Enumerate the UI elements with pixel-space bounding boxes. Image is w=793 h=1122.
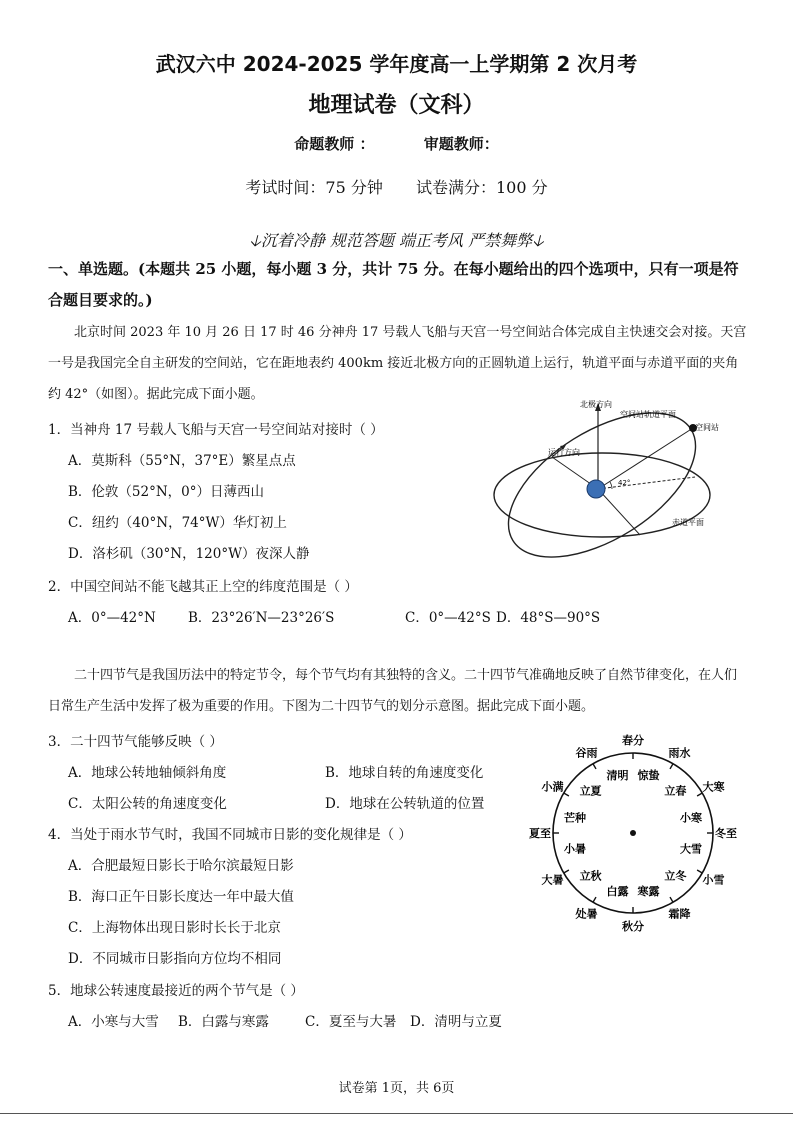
passage-2: 二十四节气是我国历法中的特定节令，每个节气均有其独特的含义。二十四节气准确地反映了自然节律变化，在人们日常生产生活中发挥了极为重要的作用。下图为二十四节气的划分示意图。据此完成下面小题。 bbox=[48, 668, 738, 714]
inner-term-label: 芒种 bbox=[564, 811, 587, 825]
inner-term-label: 白露 bbox=[606, 884, 629, 898]
q4-option-d: D．不同城市日影指向方位均不相同 bbox=[68, 951, 282, 967]
question-1: 1．当神舟 17 号载人飞船与天宫一号空间站对接时（ ） bbox=[48, 422, 384, 438]
q2-option-a: A．0°—42°N bbox=[68, 610, 156, 626]
outer-term-label: 春分 bbox=[622, 734, 644, 747]
term-tick bbox=[697, 793, 702, 796]
outer-term-label: 冬至 bbox=[715, 827, 737, 840]
angle-label: 42° bbox=[618, 479, 631, 487]
inner-term-label: 立夏 bbox=[579, 784, 602, 798]
term-tick bbox=[670, 897, 673, 902]
exam-title: 武汉六中 2024-2025 学年度高一上学期第 2 次月考 bbox=[155, 52, 638, 76]
q1-option-a: A．莫斯科（55°N，37°E）繁星点点 bbox=[68, 453, 296, 469]
q3-option-c: C．太阳公转的角速度变化 bbox=[68, 796, 227, 812]
q5-option-c: C．夏至与大暑 bbox=[305, 1014, 397, 1030]
question-3: 3．二十四节气能够反映（ ） bbox=[48, 734, 223, 750]
q3-option-a: A．地球公转地轴倾斜角度 bbox=[68, 765, 227, 781]
exam-info bbox=[0, 175, 793, 198]
q4-option-b: B．海口正午日影长度达一年中最大值 bbox=[68, 889, 294, 905]
inner-term-label: 大雪 bbox=[679, 842, 702, 856]
footer-rule bbox=[0, 1113, 793, 1114]
q1-option-d: D．洛杉矶（30°N，120°W）夜深人静 bbox=[68, 546, 310, 562]
station-label: 空间站 bbox=[695, 423, 719, 432]
outer-term-label: 霜降 bbox=[668, 907, 691, 921]
passage-1: 北京时间 2023 年 10 月 26 日 17 时 46 分神舟 17 号载人飞船与天宫一号空间站合体完成自主快速交会对接。天宫一号是我国完全自主研发的空间站，它在距地表约 400km 接近北极方向的正圆轨道上运行，轨道平面与赤道平面的夹角约 42°（如图）。据此完成下面小题。 bbox=[48, 325, 747, 402]
reviewer-label: 审题教师： bbox=[423, 135, 499, 153]
q2-option-c: C．0°—42°S bbox=[405, 610, 491, 626]
q4-option-c: C．上海物体出现日影时长长于北京 bbox=[68, 920, 281, 936]
outer-term-label: 谷雨 bbox=[575, 746, 598, 760]
question-5: 5．地球公转速度最接近的两个节气是（ ） bbox=[48, 983, 304, 999]
inner-term-label: 立秋 bbox=[579, 869, 602, 883]
q5-option-b: B．白露与寒露 bbox=[178, 1014, 269, 1030]
term-tick bbox=[697, 870, 702, 873]
exam-subtitle: 地理试卷（文科） bbox=[308, 93, 485, 118]
inner-term-label: 小寒 bbox=[679, 811, 702, 825]
outer-term-label: 大寒 bbox=[702, 780, 725, 794]
q1-option-c: C．纽约（40°N，74°W）华灯初上 bbox=[68, 515, 287, 531]
inner-term-label: 清明 bbox=[606, 769, 629, 783]
term-tick bbox=[593, 897, 596, 902]
orbit-figure bbox=[490, 395, 719, 565]
q3-option-d: D．地球在公转轨道的位置 bbox=[325, 796, 485, 812]
outer-term-label: 小满 bbox=[541, 780, 564, 794]
solar-terms-figure bbox=[529, 734, 740, 933]
earth-icon bbox=[587, 480, 605, 498]
outer-term-label: 夏至 bbox=[529, 827, 551, 840]
term-tick bbox=[564, 793, 569, 796]
down-arrow-icon: 🡣 bbox=[532, 231, 544, 250]
motto-text: 沉着冷静 规范答题 端正考风 严禁舞弊 bbox=[260, 231, 533, 250]
q4-option-a: A．合肥最短日影长于哈尔滨最短日影 bbox=[68, 858, 294, 874]
term-tick bbox=[670, 764, 673, 769]
question-4: 4．当处于雨水节气时，我国不同城市日影的变化规律是（ ） bbox=[48, 827, 412, 843]
q5-option-a: A．小寒与大雪 bbox=[68, 1014, 159, 1030]
section-heading: 一、单选题。(本题共 25 小题，每小题 3 分，共计 75 分。在每小题给出的四个选项中，只有一项是符合题目要求的。) bbox=[48, 260, 739, 309]
page-footer: 试卷第 1页，共 6页 bbox=[338, 1081, 455, 1096]
q2-option-d: D．48°S—90°S bbox=[496, 610, 601, 626]
q5-option-d: D．清明与立夏 bbox=[410, 1014, 502, 1030]
teacher-line bbox=[0, 133, 793, 154]
author-label: 命题教师 ： bbox=[294, 135, 375, 153]
outer-term-label: 雨水 bbox=[668, 746, 691, 760]
inner-term-label: 小暑 bbox=[564, 842, 587, 856]
equator-label: 赤道平面 bbox=[672, 518, 704, 527]
down-arrow-icon: 🡣 bbox=[249, 231, 261, 250]
motto bbox=[0, 228, 793, 257]
outer-term-label: 秋分 bbox=[622, 920, 644, 933]
orbit-plane-label: 空间站轨道平面 bbox=[620, 410, 676, 419]
term-tick bbox=[564, 870, 569, 873]
outer-term-label: 小雪 bbox=[702, 873, 725, 887]
exam-time: 考试时间：75 分钟 bbox=[245, 178, 383, 197]
q3-option-b: B．地球自转的角速度变化 bbox=[325, 765, 484, 781]
inner-term-label: 惊蛰 bbox=[637, 769, 660, 783]
direction-label: 运行方向 bbox=[548, 448, 580, 457]
q1-option-b: B．伦敦（52°N，0°）日薄西山 bbox=[68, 484, 265, 500]
question-2: 2．中国空间站不能飞越其正上空的纬度范围是（ ） bbox=[48, 579, 358, 595]
north-label: 北极方向 bbox=[580, 400, 612, 409]
inner-term-label: 立冬 bbox=[664, 869, 687, 883]
exam-score: 试卷满分：100 分 bbox=[415, 178, 548, 197]
outer-term-label: 大暑 bbox=[541, 873, 564, 887]
term-tick bbox=[593, 764, 596, 769]
q2-option-b: B．23°26′N—23°26′S bbox=[188, 610, 335, 626]
inner-term-label: 立春 bbox=[664, 784, 687, 798]
outer-term-label: 处暑 bbox=[575, 907, 598, 921]
inner-term-label: 寒露 bbox=[637, 884, 660, 898]
